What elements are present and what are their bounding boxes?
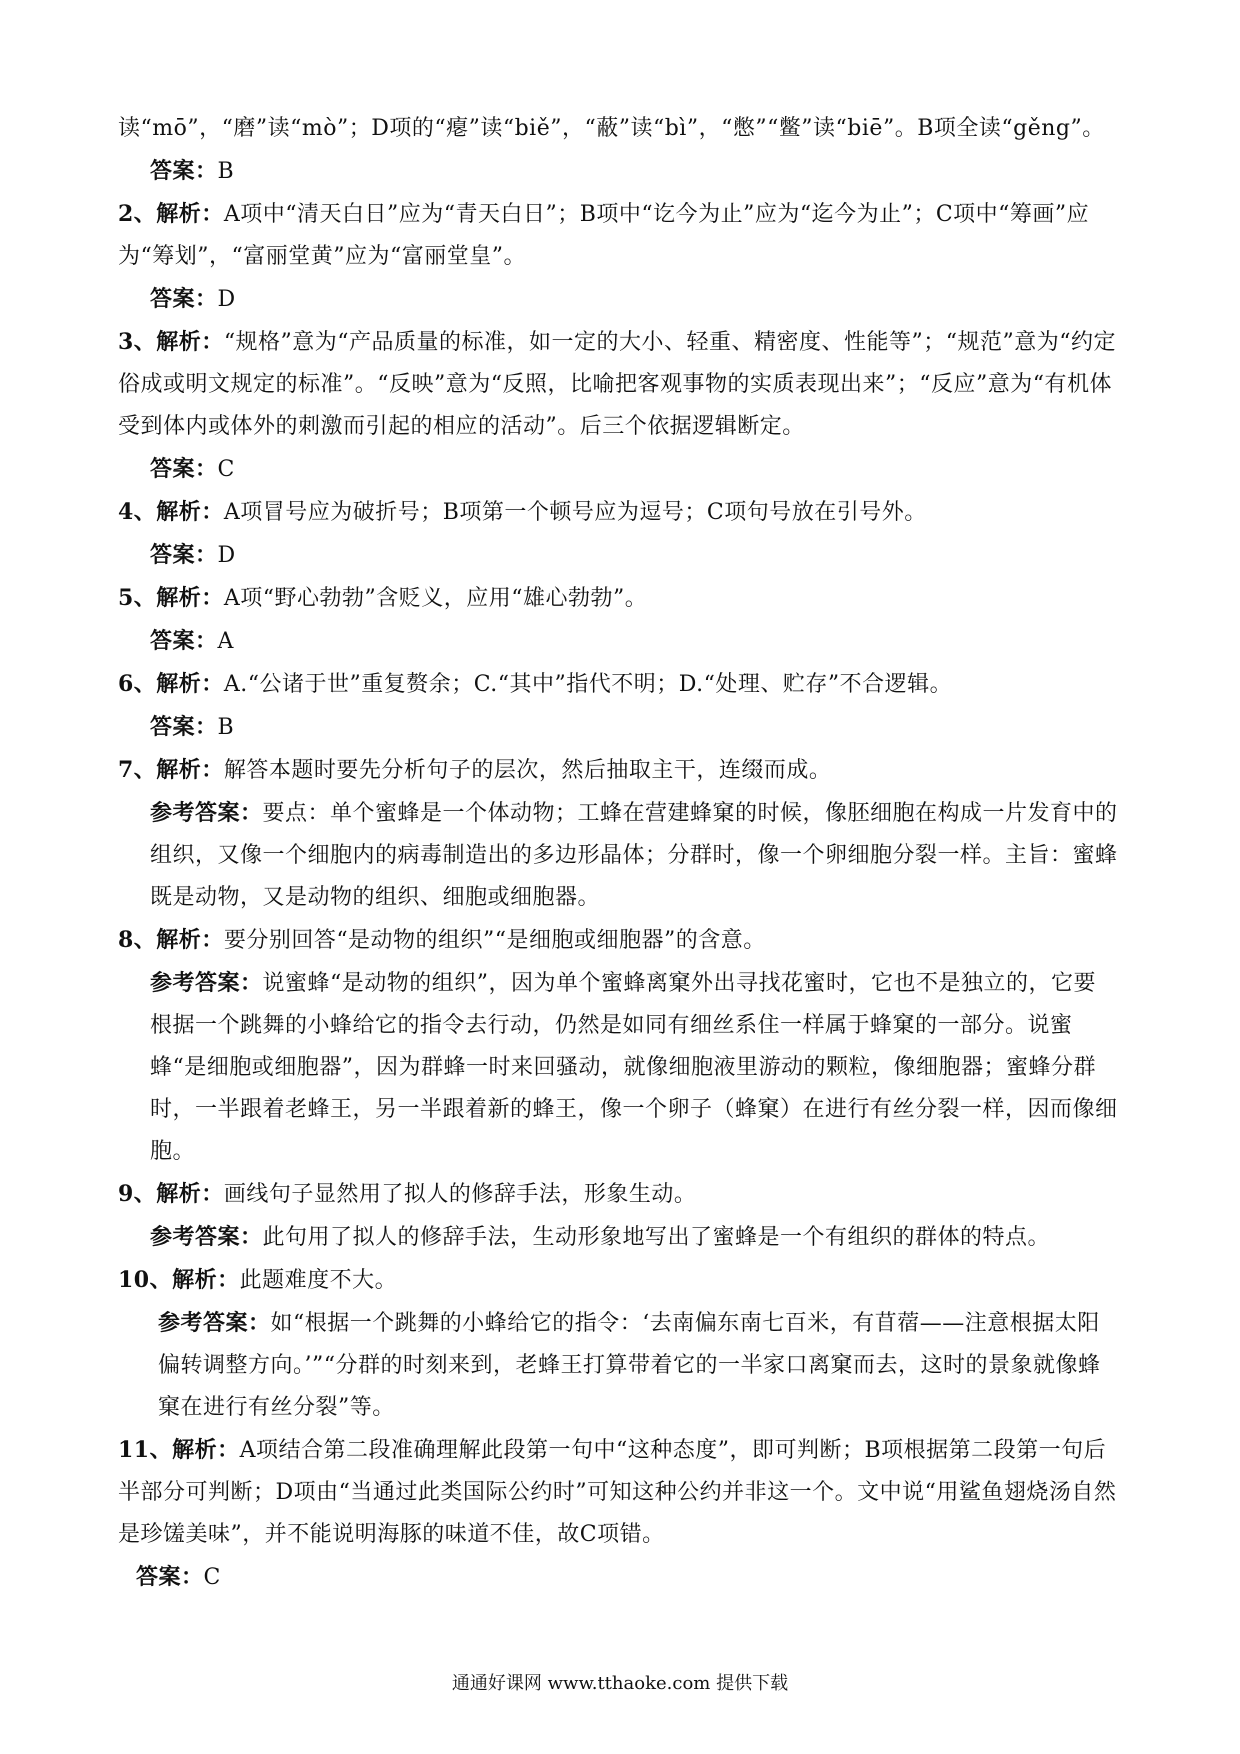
answer-label: 参考答案：	[150, 800, 263, 826]
answer-line	[118, 448, 1118, 491]
answer-label: 答案：	[150, 714, 218, 740]
analysis-item	[118, 491, 1118, 534]
analysis-number: 4、解析：	[118, 499, 224, 525]
analysis-number: 9、解析：	[118, 1181, 224, 1207]
intro-text: 读“mō”，“磨”读“mò”；D项的“瘪”读“biě”，“蔽”读“bì”，“憋”“鳖”读“biē”。B项全读“gěng”。	[118, 116, 1105, 141]
analysis-item	[118, 749, 1118, 792]
analysis-item	[118, 1173, 1118, 1216]
answer-value: B	[217, 715, 235, 740]
analysis-text: A.“公诸于世”重复赘余；C.“其中”指代不明；D.“处理、贮存”不合逻辑。	[223, 672, 953, 697]
intro-answer	[118, 150, 1118, 193]
analysis-item	[118, 663, 1118, 706]
answer-key-content	[118, 108, 1118, 1599]
answer-value: 如“根据一个跳舞的小蜂给它的指令：‘去南偏东南七百米，有苜蓿——注意根据太阳偏转调整方向。’”“分群的时刻来到，老蜂王打算带着它的一半家口离窠而去，这时的景象就像蜂窠在进行有丝分裂”等。	[158, 1311, 1101, 1420]
answer-value: 要点：单个蜜蜂是一个体动物；工蜂在营建蜂窠的时候，像胚细胞在构成一片发育中的组织，又像一个细胞内的病毒制造出的多边形晶体；分群时，像一个卵细胞分裂一样。主旨：蜜蜂既是动物，又是动物的组织、细胞或细胞器。	[150, 801, 1118, 910]
answer-label: 参考答案：	[158, 1310, 271, 1336]
answer-label: 参考答案：	[150, 970, 263, 996]
answer-label: 答案：	[150, 158, 218, 184]
answer-label: 答案：	[136, 1564, 204, 1590]
answer-label: 答案：	[150, 628, 218, 654]
answer-label: 参考答案：	[150, 1224, 263, 1250]
analysis-text: A项结合第二段准确理解此段第一句中“这种态度”，即可判断；B项根据第二段第一句后半部分可判断；D项由“当通过此类国际公约时”可知这种公约并非这一个。文中说“用鲨鱼翅烧汤自然是珍馐美味”，并不能说明海豚的味道不佳，故C项错。	[118, 1438, 1117, 1547]
answer-value: B	[217, 159, 235, 184]
answer-line	[118, 278, 1118, 321]
analysis-item	[118, 1259, 1118, 1302]
answer-value: 说蜜蜂“是动物的组织”，因为单个蜜蜂离窠外出寻找花蜜时，它也不是独立的，它要根据一个跳舞的小蜂给它的指令去行动，仍然是如同有细丝系住一样属于蜂窠的一部分。说蜜蜂“是细胞或细胞器”，因为群蜂一时来回骚动，就像细胞液里游动的颗粒，像细胞器；蜜蜂分群时，一半跟着老蜂王，另一半跟着新的蜂王，像一个卵子（蜂窠）在进行有丝分裂一样，因而像细胞。	[150, 971, 1118, 1164]
answer-value: D	[217, 543, 236, 568]
analysis-item	[118, 919, 1118, 962]
answer-line	[118, 534, 1118, 577]
answer-line	[118, 1556, 1118, 1599]
analysis-number: 2、解析：	[118, 201, 224, 227]
analysis-text: 此题难度不大。	[239, 1268, 398, 1293]
analysis-number: 8、解析：	[118, 927, 224, 953]
analysis-item	[118, 193, 1118, 278]
analysis-number: 5、解析：	[118, 585, 224, 611]
analysis-item	[118, 577, 1118, 620]
analysis-text: A项冒号应为破折号；B项第一个顿号应为逗号；C项句号放在引号外。	[223, 500, 927, 525]
reference-answer	[118, 792, 1118, 919]
answer-value: 此句用了拟人的修辞手法，生动形象地写出了蜜蜂是一个有组织的群体的特点。	[262, 1225, 1051, 1250]
reference-answer	[118, 1302, 1118, 1429]
analysis-number: 11、解析：	[118, 1437, 240, 1463]
answer-line	[118, 706, 1118, 749]
analysis-item	[118, 1429, 1118, 1556]
answer-line	[118, 620, 1118, 663]
analysis-number: 6、解析：	[118, 671, 224, 697]
reference-answer	[118, 1216, 1118, 1259]
page-footer: 通通好课网 www.tthaoke.com 提供下载	[451, 1673, 789, 1694]
answer-value: C	[217, 457, 235, 482]
analysis-number: 7、解析：	[118, 757, 224, 783]
answer-label: 答案：	[150, 542, 218, 568]
analysis-text: 画线句子显然用了拟人的修辞手法，形象生动。	[223, 1182, 697, 1207]
answer-label: 答案：	[150, 286, 218, 312]
analysis-text: A项中“清天白日”应为“青天白日”；B项中“讫今为止”应为“迄今为止”；C项中“筹画”应为“筹划”，“富丽堂黄”应为“富丽堂皇”。	[118, 202, 1090, 269]
analysis-text: A项“野心勃勃”含贬义，应用“雄心勃勃”。	[223, 586, 648, 611]
reference-answer	[118, 962, 1118, 1173]
analysis-text: “规格”意为“产品质量的标准，如一定的大小、轻重、精密度、性能等”；“规范”意为“约定俗成或明文规定的标准”。“反映”意为“反照，比喻把客观事物的实质表现出来”；“反应”意为“有机体受到体内或体外的刺激而引起的相应的活动”。后三个依据逻辑断定。	[118, 330, 1117, 439]
analysis-text: 要分别回答“是动物的组织”“是细胞或细胞器”的含意。	[223, 928, 766, 953]
answer-value: C	[203, 1565, 221, 1590]
analysis-number: 3、解析：	[118, 329, 224, 355]
answer-value: D	[217, 287, 236, 312]
analysis-number: 10、解析：	[118, 1267, 240, 1293]
intro-paragraph	[118, 108, 1118, 150]
answer-value: A	[217, 629, 234, 654]
analysis-text: 解答本题时要先分析句子的层次，然后抽取主干，连缀而成。	[223, 758, 832, 783]
analysis-item	[118, 321, 1118, 448]
answer-label: 答案：	[150, 456, 218, 482]
